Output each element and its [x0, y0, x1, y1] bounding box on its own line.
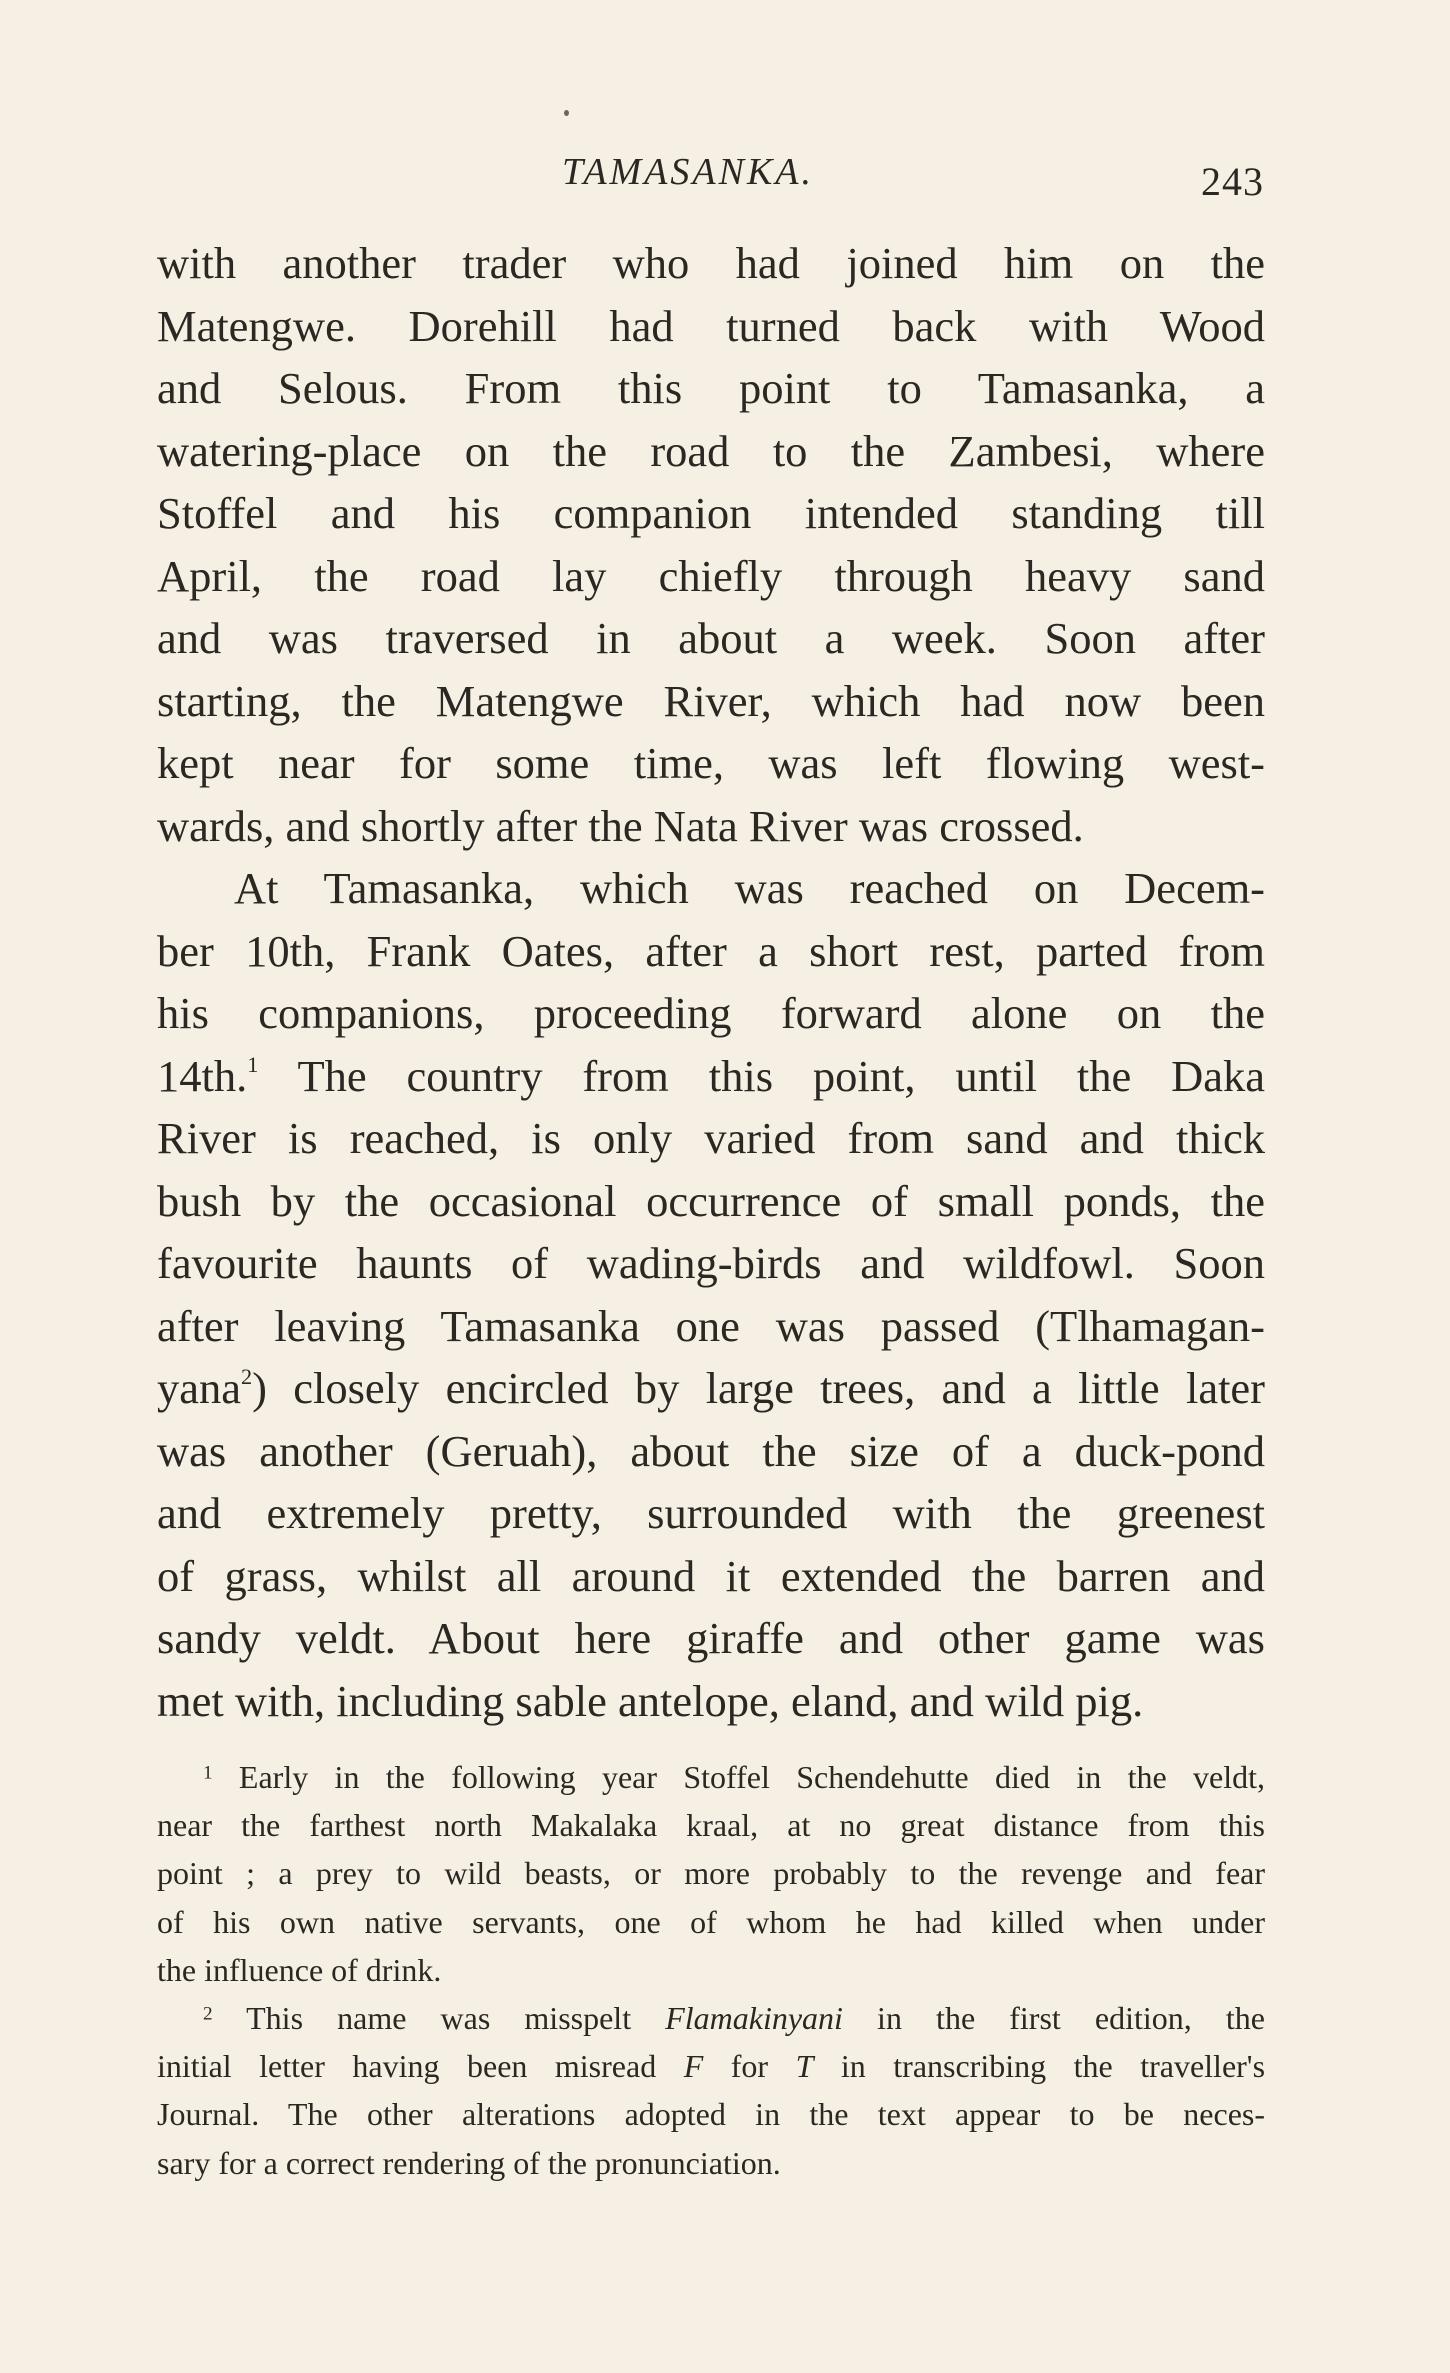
- footnote-1-line: near the farthest north Makalaka kraal, at no great distance from this: [157, 1807, 1265, 1844]
- text-line: with another trader who had joined him on the: [157, 238, 1265, 288]
- text-segment: for: [703, 2048, 796, 2085]
- footnote-mark: 2: [203, 2003, 213, 2025]
- page-number: 243: [1201, 159, 1264, 204]
- text-segment: The country from this point, until the Daka: [258, 1050, 1265, 1101]
- running-head: TAMASANKA.: [562, 151, 815, 193]
- italic-letter: T: [795, 2048, 814, 2085]
- text-line: ber 10th, Frank Oates, after a short rest, parted from: [157, 925, 1265, 976]
- text-line: met with, including sable antelope, eland, and wild pig.: [157, 1675, 1144, 1726]
- text-line: River is reached, is only varied from sand and thick: [157, 1113, 1265, 1163]
- footnote-2-line: [157, 1994, 1265, 2042]
- footnote-ref-2: 2: [241, 1364, 253, 1390]
- footnotes: [157, 1753, 1265, 2187]
- text-line: Matengwe. Dorehill had turned back with Wood: [157, 300, 1265, 351]
- text-line: starting, the Matengwe River, which had now been: [157, 675, 1265, 726]
- italic-letter: F: [683, 2048, 704, 2085]
- text-line: favourite haunts of wading-birds and wildfowl. Soon: [157, 1238, 1265, 1288]
- text-segment: 14th.: [157, 1050, 248, 1101]
- text-line: wards, and shortly after the Nata River was crossed.: [157, 800, 1084, 851]
- text-line: of grass, whilst all around it extended the barren and: [157, 1550, 1265, 1601]
- text-line: and was traversed in about a week. Soon after: [157, 613, 1265, 663]
- text-segment: ) closely encircled by large trees, and a little later: [252, 1363, 1265, 1413]
- text-line: bush by the occasional occurrence of small ponds, the: [157, 1175, 1265, 1226]
- footnote-ref-1: 1: [247, 1051, 259, 1077]
- body-text: [157, 232, 1265, 1732]
- text-segment: Early in the following year Stoffel Schendehutte died in the veldt,: [212, 1759, 1265, 1795]
- text-segment: initial letter having been misread: [157, 2048, 684, 2085]
- footnote-2-line: sary for a correct rendering of the pronunciation.: [157, 2144, 781, 2181]
- text-segment: yana: [157, 1363, 242, 1413]
- text-segment: in the first edition, the: [842, 1999, 1266, 2036]
- footnote-2-line: Journal. The other alterations adopted in the text appear to be neces-: [157, 2096, 1265, 2133]
- footnote-1-line: point ; a prey to wild beasts, or more probably to the revenge and fear: [157, 1855, 1265, 1892]
- text-line: April, the road lay chiefly through heavy sand: [157, 550, 1265, 601]
- text-line: his companions, proceeding forward alone on the: [157, 988, 1265, 1038]
- text-line: was another (Geruah), about the size of a duck-pond: [157, 1425, 1265, 1476]
- text-line: At Tamasanka, which was reached on Decem-: [234, 863, 1265, 913]
- print-speck: [564, 110, 569, 116]
- text-line: and extremely pretty, surrounded with the greenest: [157, 1488, 1265, 1538]
- text-line: Stoffel and his companion intended standing till: [157, 488, 1265, 538]
- footnote-1-line: of his own native servants, one of whom he had killed when under: [157, 1903, 1265, 1940]
- text-line: sandy veldt. About here giraffe and other game was: [157, 1613, 1265, 1663]
- footnote-1-line: [157, 1753, 1265, 1801]
- text-segment: in transcribing the traveller's: [813, 2048, 1266, 2085]
- footnote-mark: 1: [203, 1762, 213, 1784]
- text-line: [157, 1357, 1265, 1420]
- text-line: [157, 1045, 1265, 1108]
- text-segment: This name was misspelt: [212, 1999, 666, 2036]
- text-line: kept near for some time, was left flowing west-: [157, 738, 1265, 788]
- text-line: and Selous. From this point to Tamasanka, a: [157, 363, 1265, 413]
- text-line: watering-place on the road to the Zambesi, where: [157, 425, 1265, 476]
- text-line: after leaving Tamasanka one was passed (Tlhamagan-: [157, 1300, 1265, 1351]
- footnote-1-line: the influence of drink.: [157, 1951, 442, 1988]
- italic-word: Flamakinyani: [665, 1999, 843, 2036]
- footnote-2-line: [157, 2042, 1265, 2090]
